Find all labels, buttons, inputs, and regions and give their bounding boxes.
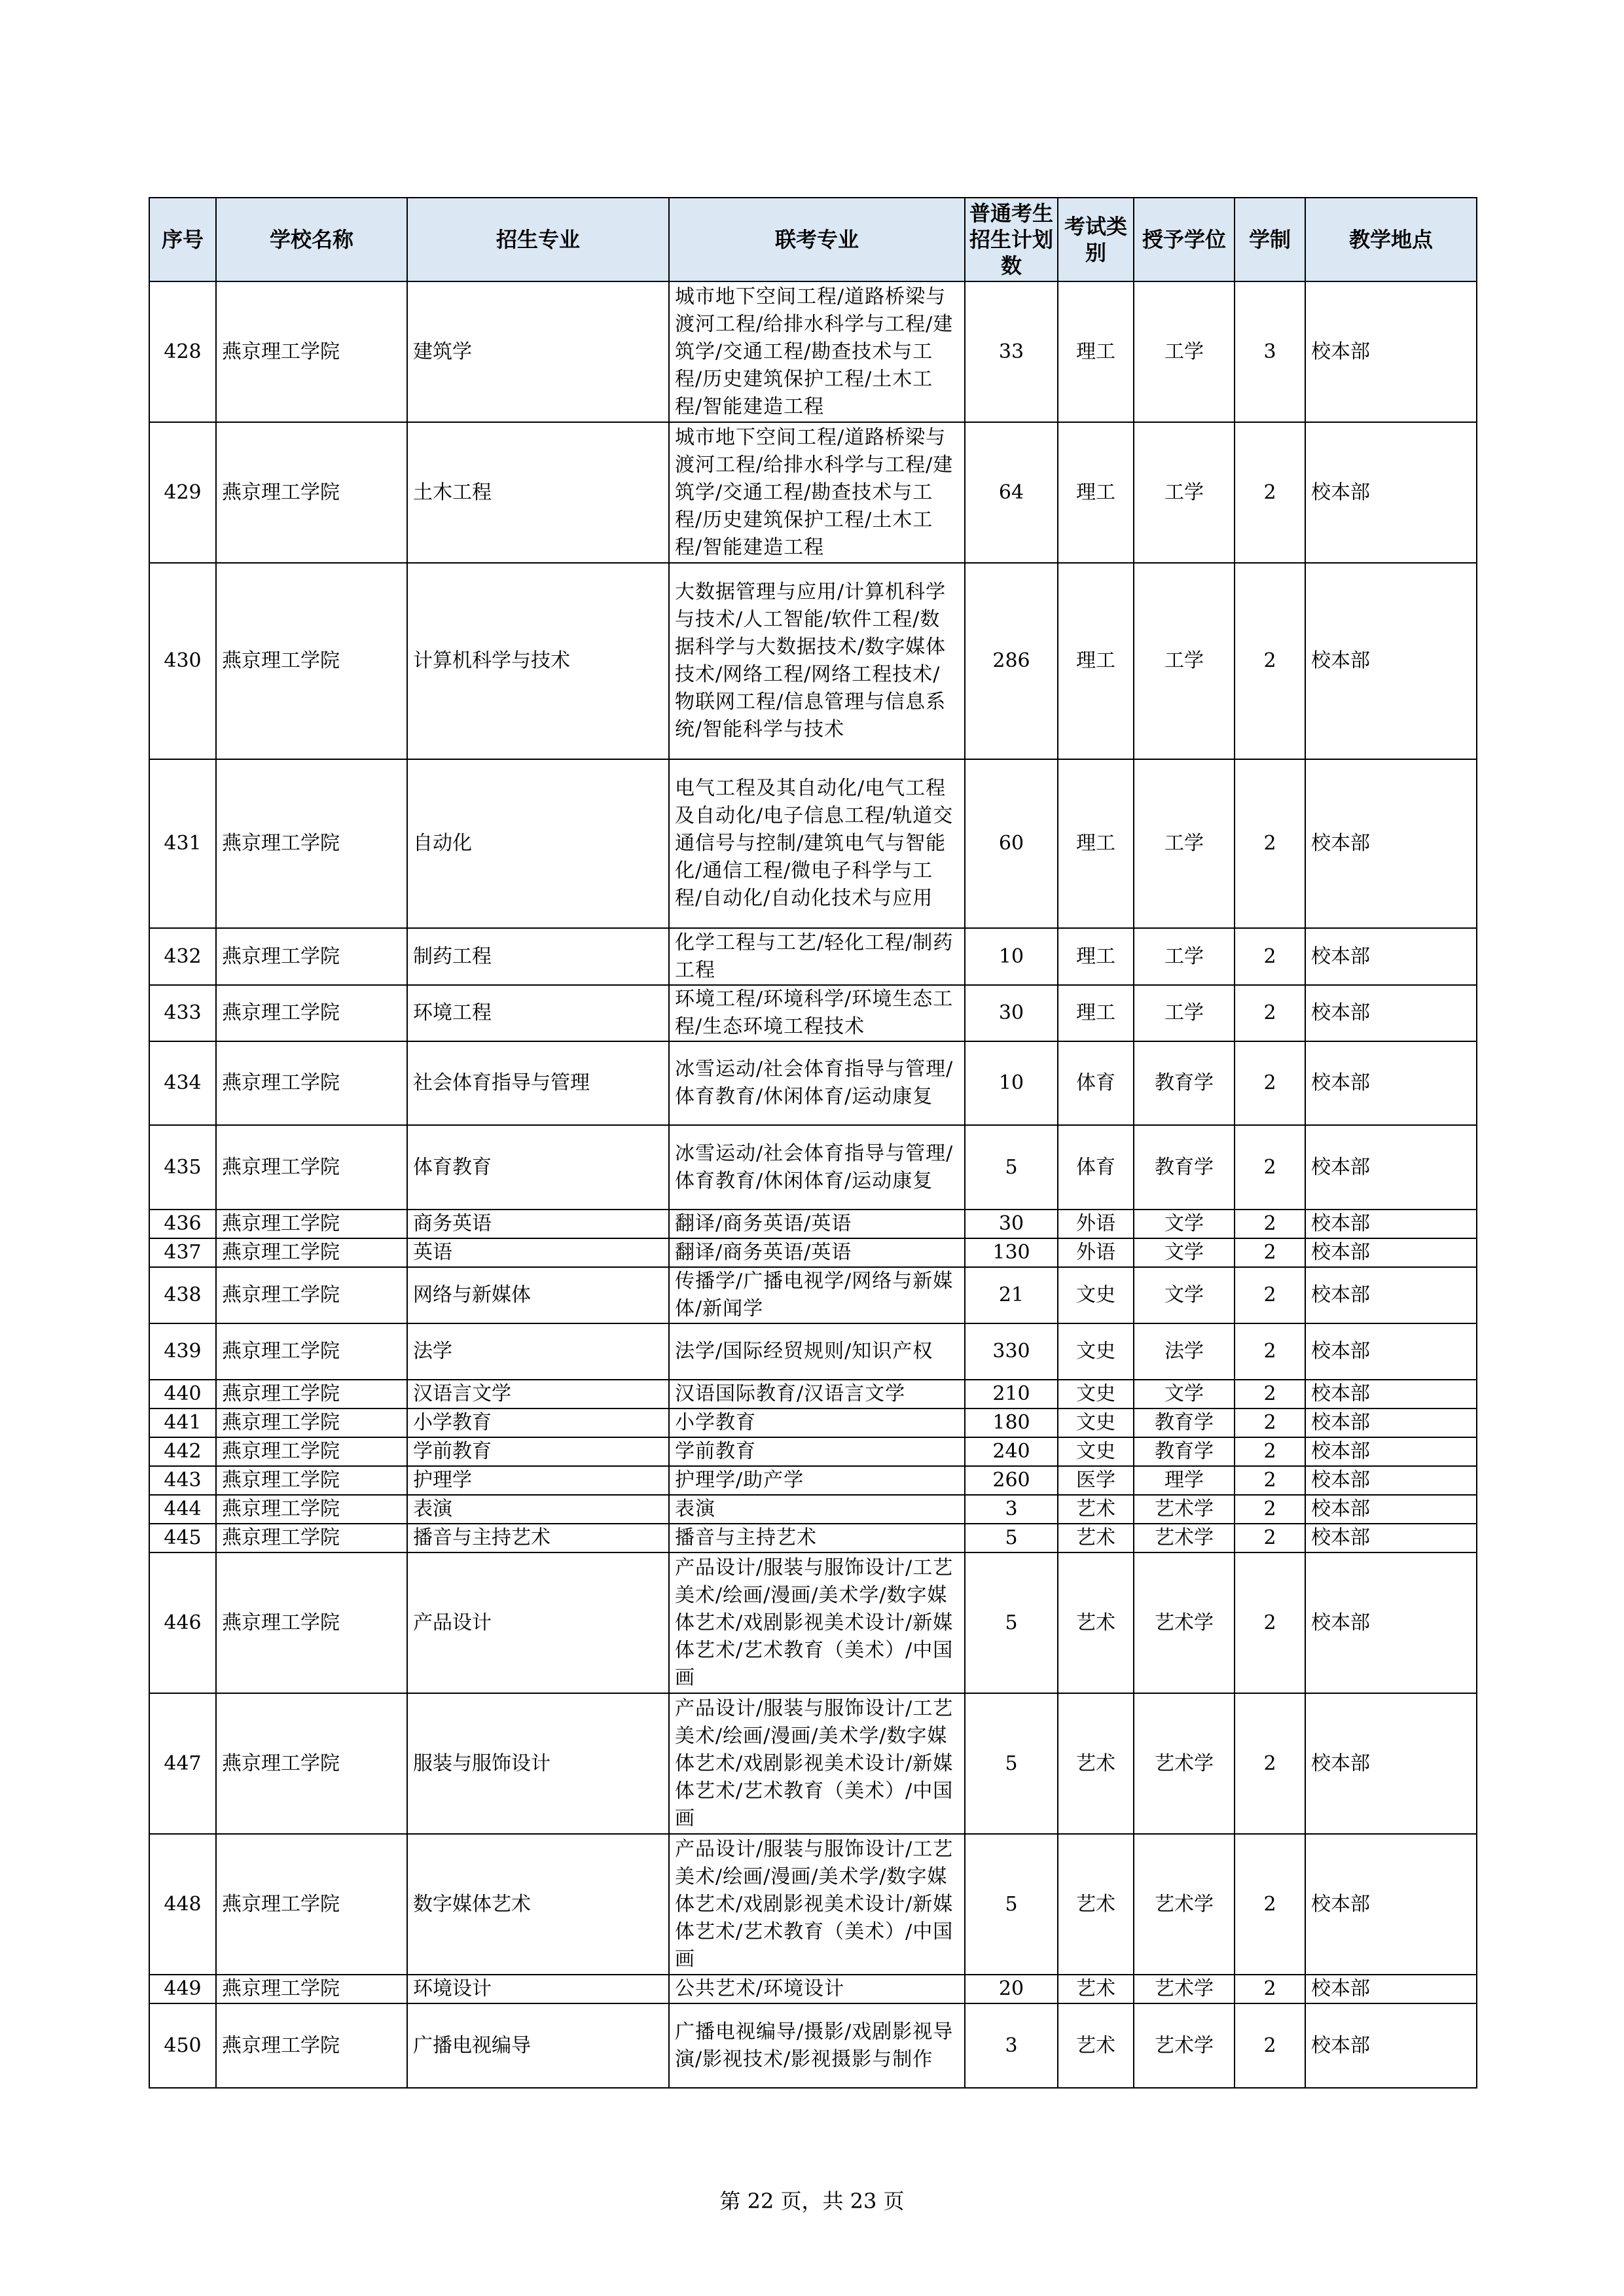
cell-duration: 2 [1235,1524,1305,1552]
cell-index: 443 [149,1466,216,1495]
cell-plan: 3 [965,1495,1058,1524]
cell-plan: 30 [965,985,1058,1041]
cell-plan: 10 [965,928,1058,985]
cell-plan: 33 [965,281,1058,422]
cell-plan: 20 [965,1975,1058,2003]
cell-plan: 30 [965,1210,1058,1238]
page-footer: 第 22 页，共 23 页 [719,2189,905,2214]
header-cell-location: 教学地点 [1305,198,1477,281]
cell-location: 校本部 [1305,1693,1477,1834]
table-row [149,1408,1477,1437]
cell-plan: 5 [965,1552,1058,1693]
cell-degree: 艺术学 [1134,1552,1235,1693]
cell-index: 449 [149,1975,216,2003]
cell-duration: 2 [1235,759,1305,928]
cell-index: 432 [149,928,216,985]
cell-location: 校本部 [1305,1210,1477,1238]
table-row [149,1466,1477,1495]
cell-major: 法学 [407,1323,669,1380]
cell-index: 448 [149,1834,216,1975]
cell-school: 燕京理工学院 [216,1125,407,1210]
cell-degree: 艺术学 [1134,2003,1235,2088]
cell-index: 430 [149,563,216,759]
cell-location: 校本部 [1305,2003,1477,2088]
cell-joint-major: 传播学/广播电视学/网络与新媒体/新闻学 [669,1267,965,1323]
cell-duration: 2 [1235,1380,1305,1408]
header-cell-school: 学校名称 [216,198,407,281]
cell-degree: 教育学 [1134,1437,1235,1466]
cell-major: 英语 [407,1238,669,1267]
cell-major: 汉语言文学 [407,1380,669,1408]
cell-joint-major: 城市地下空间工程/道路桥梁与渡河工程/给排水科学与工程/建筑学/交通工程/勘查技术与工程/历史建筑保护工程/土木工程/智能建造工程 [669,281,965,422]
cell-index: 446 [149,1552,216,1693]
cell-category: 艺术 [1058,2003,1134,2088]
cell-category: 文史 [1058,1267,1134,1323]
cell-location: 校本部 [1305,563,1477,759]
cell-joint-major: 冰雪运动/社会体育指导与管理/体育教育/休闲体育/运动康复 [669,1125,965,1210]
cell-degree: 工学 [1134,563,1235,759]
cell-joint-major: 产品设计/服装与服饰设计/工艺美术/绘画/漫画/美术学/数字媒体艺术/戏剧影视美术设计/新媒体艺术/艺术教育（美术）/中国画 [669,1834,965,1975]
cell-degree: 工学 [1134,928,1235,985]
cell-location: 校本部 [1305,1524,1477,1552]
cell-plan: 286 [965,563,1058,759]
cell-school: 燕京理工学院 [216,1437,407,1466]
cell-school: 燕京理工学院 [216,1975,407,2003]
cell-major: 播音与主持艺术 [407,1524,669,1552]
cell-index: 439 [149,1323,216,1380]
table-row [149,281,1477,422]
cell-school: 燕京理工学院 [216,1408,407,1437]
cell-school: 燕京理工学院 [216,422,407,563]
cell-location: 校本部 [1305,985,1477,1041]
cell-joint-major: 冰雪运动/社会体育指导与管理/体育教育/休闲体育/运动康复 [669,1041,965,1125]
cell-school: 燕京理工学院 [216,1210,407,1238]
cell-school: 燕京理工学院 [216,1238,407,1267]
cell-location: 校本部 [1305,1408,1477,1437]
cell-location: 校本部 [1305,422,1477,563]
cell-plan: 240 [965,1437,1058,1466]
table-row [149,1267,1477,1323]
cell-school: 燕京理工学院 [216,985,407,1041]
cell-major: 广播电视编导 [407,2003,669,2088]
table-row [149,1437,1477,1466]
cell-index: 440 [149,1380,216,1408]
cell-major: 土木工程 [407,422,669,563]
header-cell-plan: 普通考生招生计划数 [965,198,1058,281]
table-row [149,1041,1477,1125]
table-header [149,198,1477,281]
cell-degree: 文学 [1134,1210,1235,1238]
cell-location: 校本部 [1305,1323,1477,1380]
cell-plan: 60 [965,759,1058,928]
cell-joint-major: 广播电视编导/摄影/戏剧影视导演/影视技术/影视摄影与制作 [669,2003,965,2088]
cell-category: 文史 [1058,1437,1134,1466]
cell-major: 学前教育 [407,1437,669,1466]
cell-plan: 21 [965,1267,1058,1323]
cell-category: 理工 [1058,281,1134,422]
cell-joint-major: 翻译/商务英语/英语 [669,1210,965,1238]
cell-major: 商务英语 [407,1210,669,1238]
table-row [149,1693,1477,1834]
table-row [149,1380,1477,1408]
cell-school: 燕京理工学院 [216,1323,407,1380]
cell-duration: 2 [1235,928,1305,985]
cell-duration: 2 [1235,1041,1305,1125]
cell-location: 校本部 [1305,1125,1477,1210]
table-row [149,985,1477,1041]
cell-joint-major: 学前教育 [669,1437,965,1466]
cell-index: 428 [149,281,216,422]
cell-plan: 180 [965,1408,1058,1437]
cell-index: 445 [149,1524,216,1552]
cell-joint-major: 法学/国际经贸规则/知识产权 [669,1323,965,1380]
cell-category: 文史 [1058,1408,1134,1437]
cell-degree: 教育学 [1134,1408,1235,1437]
cell-degree: 艺术学 [1134,1524,1235,1552]
cell-duration: 2 [1235,1693,1305,1834]
cell-index: 429 [149,422,216,563]
cell-category: 理工 [1058,563,1134,759]
cell-school: 燕京理工学院 [216,1834,407,1975]
table-row [149,759,1477,928]
header-cell-duration: 学制 [1235,198,1305,281]
cell-category: 外语 [1058,1238,1134,1267]
header-cell-degree: 授予学位 [1134,198,1235,281]
cell-joint-major: 表演 [669,1495,965,1524]
cell-degree: 艺术学 [1134,1975,1235,2003]
cell-category: 艺术 [1058,1495,1134,1524]
table-row [149,1495,1477,1524]
cell-school: 燕京理工学院 [216,563,407,759]
cell-plan: 130 [965,1238,1058,1267]
cell-plan: 10 [965,1041,1058,1125]
cell-category: 体育 [1058,1041,1134,1125]
cell-duration: 2 [1235,1975,1305,2003]
cell-category: 艺术 [1058,1693,1134,1834]
cell-school: 燕京理工学院 [216,1466,407,1495]
admission-plan-table [149,197,1477,2089]
cell-index: 442 [149,1437,216,1466]
cell-location: 校本部 [1305,1495,1477,1524]
cell-location: 校本部 [1305,281,1477,422]
cell-duration: 2 [1235,1437,1305,1466]
cell-plan: 5 [965,1834,1058,1975]
cell-degree: 工学 [1134,759,1235,928]
cell-degree: 教育学 [1134,1125,1235,1210]
cell-school: 燕京理工学院 [216,281,407,422]
cell-joint-major: 电气工程及其自动化/电气工程及自动化/电子信息工程/轨道交通信号与控制/建筑电气与智能化/通信工程/微电子科学与工程/自动化/自动化技术与应用 [669,759,965,928]
cell-plan: 5 [965,1125,1058,1210]
cell-degree: 文学 [1134,1267,1235,1323]
cell-index: 450 [149,2003,216,2088]
header-cell-index: 序号 [149,198,216,281]
cell-index: 435 [149,1125,216,1210]
cell-index: 441 [149,1408,216,1437]
cell-major: 环境工程 [407,985,669,1041]
cell-degree: 理学 [1134,1466,1235,1495]
table-row [149,1323,1477,1380]
cell-plan: 5 [965,1693,1058,1834]
cell-school: 燕京理工学院 [216,1552,407,1693]
cell-joint-major: 翻译/商务英语/英语 [669,1238,965,1267]
cell-duration: 2 [1235,563,1305,759]
table-body [149,281,1477,2088]
cell-plan: 210 [965,1380,1058,1408]
table-row [149,1834,1477,1975]
cell-location: 校本部 [1305,1238,1477,1267]
cell-duration: 2 [1235,1466,1305,1495]
header-cell-major: 招生专业 [407,198,669,281]
cell-duration: 2 [1235,1323,1305,1380]
cell-category: 艺术 [1058,1524,1134,1552]
cell-joint-major: 环境工程/环境科学/环境生态工程/生态环境工程技术 [669,985,965,1041]
cell-category: 艺术 [1058,1552,1134,1693]
cell-major: 护理学 [407,1466,669,1495]
cell-joint-major: 化学工程与工艺/轻化工程/制药工程 [669,928,965,985]
table-row [149,2003,1477,2088]
cell-major: 小学教育 [407,1408,669,1437]
cell-major: 网络与新媒体 [407,1267,669,1323]
table-row [149,928,1477,985]
cell-plan: 330 [965,1323,1058,1380]
cell-duration: 2 [1235,1125,1305,1210]
cell-joint-major: 公共艺术/环境设计 [669,1975,965,2003]
cell-duration: 2 [1235,422,1305,563]
cell-major: 社会体育指导与管理 [407,1041,669,1125]
cell-category: 外语 [1058,1210,1134,1238]
cell-location: 校本部 [1305,1466,1477,1495]
cell-degree: 工学 [1134,281,1235,422]
cell-duration: 2 [1235,1834,1305,1975]
header-cell-joint-major: 联考专业 [669,198,965,281]
cell-index: 431 [149,759,216,928]
cell-major: 数字媒体艺术 [407,1834,669,1975]
cell-index: 438 [149,1267,216,1323]
cell-category: 艺术 [1058,1834,1134,1975]
cell-duration: 2 [1235,1238,1305,1267]
table-row [149,1210,1477,1238]
cell-location: 校本部 [1305,928,1477,985]
table-row [149,1238,1477,1267]
cell-joint-major: 产品设计/服装与服饰设计/工艺美术/绘画/漫画/美术学/数字媒体艺术/戏剧影视美术设计/新媒体艺术/艺术教育（美术）/中国画 [669,1693,965,1834]
cell-major: 自动化 [407,759,669,928]
cell-school: 燕京理工学院 [216,928,407,985]
cell-school: 燕京理工学院 [216,1524,407,1552]
cell-duration: 2 [1235,1267,1305,1323]
cell-index: 444 [149,1495,216,1524]
cell-school: 燕京理工学院 [216,1380,407,1408]
cell-degree: 艺术学 [1134,1834,1235,1975]
cell-school: 燕京理工学院 [216,2003,407,2088]
cell-school: 燕京理工学院 [216,1267,407,1323]
cell-major: 计算机科学与技术 [407,563,669,759]
table-row [149,1975,1477,2003]
cell-duration: 3 [1235,281,1305,422]
cell-degree: 艺术学 [1134,1693,1235,1834]
cell-degree: 法学 [1134,1323,1235,1380]
cell-index: 434 [149,1041,216,1125]
cell-school: 燕京理工学院 [216,1693,407,1834]
cell-index: 437 [149,1238,216,1267]
cell-major: 环境设计 [407,1975,669,2003]
cell-school: 燕京理工学院 [216,1495,407,1524]
cell-location: 校本部 [1305,1975,1477,2003]
cell-school: 燕京理工学院 [216,759,407,928]
cell-location: 校本部 [1305,759,1477,928]
cell-major: 服装与服饰设计 [407,1693,669,1834]
header-cell-category: 考试类别 [1058,198,1134,281]
cell-index: 436 [149,1210,216,1238]
cell-duration: 2 [1235,1408,1305,1437]
table-row [149,1524,1477,1552]
cell-duration: 2 [1235,2003,1305,2088]
cell-duration: 2 [1235,1210,1305,1238]
cell-plan: 5 [965,1524,1058,1552]
cell-joint-major: 城市地下空间工程/道路桥梁与渡河工程/给排水科学与工程/建筑学/交通工程/勘查技术与工程/历史建筑保护工程/土木工程/智能建造工程 [669,422,965,563]
cell-joint-major: 产品设计/服装与服饰设计/工艺美术/绘画/漫画/美术学/数字媒体艺术/戏剧影视美术设计/新媒体艺术/艺术教育（美术）/中国画 [669,1552,965,1693]
cell-category: 理工 [1058,422,1134,563]
cell-joint-major: 小学教育 [669,1408,965,1437]
cell-degree: 文学 [1134,1380,1235,1408]
cell-school: 燕京理工学院 [216,1041,407,1125]
cell-major: 制药工程 [407,928,669,985]
table-row [149,563,1477,759]
cell-location: 校本部 [1305,1041,1477,1125]
cell-category: 医学 [1058,1466,1134,1495]
cell-index: 447 [149,1693,216,1834]
table-row [149,1125,1477,1210]
cell-category: 理工 [1058,985,1134,1041]
cell-category: 体育 [1058,1125,1134,1210]
cell-major: 表演 [407,1495,669,1524]
cell-category: 文史 [1058,1380,1134,1408]
header-row [149,198,1477,281]
cell-duration: 2 [1235,1552,1305,1693]
cell-duration: 2 [1235,985,1305,1041]
cell-degree: 工学 [1134,422,1235,563]
cell-degree: 教育学 [1134,1041,1235,1125]
table-row [149,422,1477,563]
cell-location: 校本部 [1305,1552,1477,1693]
cell-degree: 工学 [1134,985,1235,1041]
table-row [149,1552,1477,1693]
cell-category: 文史 [1058,1323,1134,1380]
cell-location: 校本部 [1305,1834,1477,1975]
cell-location: 校本部 [1305,1437,1477,1466]
cell-joint-major: 汉语国际教育/汉语言文学 [669,1380,965,1408]
cell-category: 理工 [1058,928,1134,985]
cell-location: 校本部 [1305,1380,1477,1408]
cell-degree: 文学 [1134,1238,1235,1267]
cell-joint-major: 护理学/助产学 [669,1466,965,1495]
cell-major: 产品设计 [407,1552,669,1693]
cell-joint-major: 播音与主持艺术 [669,1524,965,1552]
cell-category: 理工 [1058,759,1134,928]
cell-category: 艺术 [1058,1975,1134,2003]
cell-joint-major: 大数据管理与应用/计算机科学与技术/人工智能/软件工程/数据科学与大数据技术/数字媒体技术/网络工程/网络工程技术/物联网工程/信息管理与信息系统/智能科学与技术 [669,563,965,759]
cell-major: 建筑学 [407,281,669,422]
cell-location: 校本部 [1305,1267,1477,1323]
cell-duration: 2 [1235,1495,1305,1524]
cell-degree: 艺术学 [1134,1495,1235,1524]
cell-major: 体育教育 [407,1125,669,1210]
cell-plan: 64 [965,422,1058,563]
cell-index: 433 [149,985,216,1041]
cell-plan: 3 [965,2003,1058,2088]
cell-plan: 260 [965,1466,1058,1495]
